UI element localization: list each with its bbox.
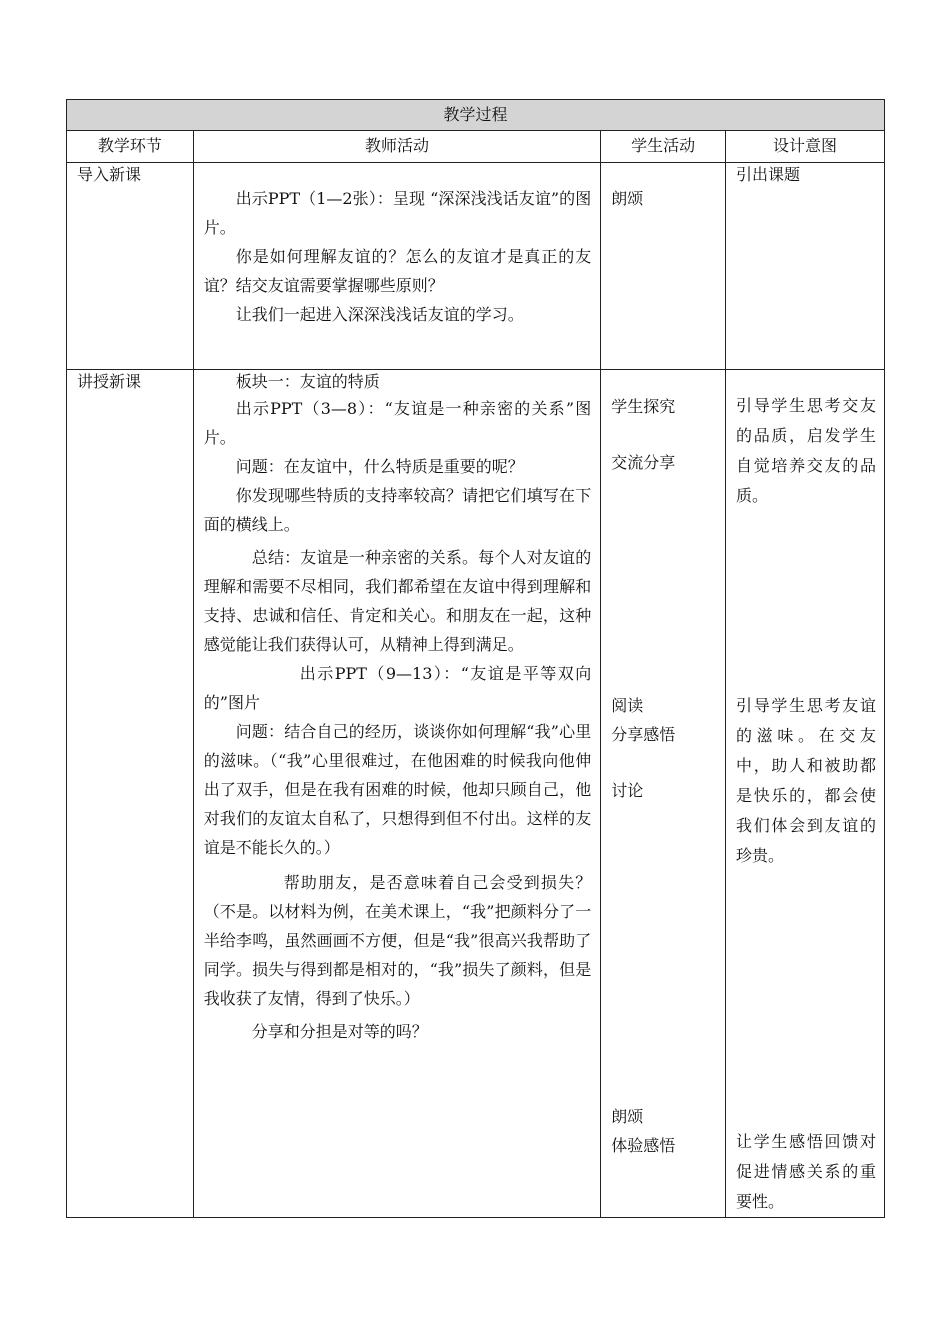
teacher-paragraph: 出示PPT（3—8）：“友谊是一种亲密的关系”图片。 [203,399,592,447]
student-activity: 分享感悟 [611,725,676,744]
teacher-activity-cell [193,370,600,1218]
teacher-paragraph: 出示PPT（1—2张）：呈现 “深深浅浅话友谊”的图片。 [203,189,592,237]
header-student-activity: 学生活动 [601,131,726,163]
stage-cell [67,370,194,1218]
student-activity: 阅读 [611,696,644,715]
design-intent-cell [725,163,884,370]
table-title: 教学过程 [67,100,885,131]
header-teacher-activity: 教师活动 [193,131,600,163]
table-row [67,163,885,370]
teacher-activity-cell [193,163,600,370]
student-activity: 交流分享 [611,453,676,472]
student-activity-cell [601,163,726,370]
table-header-row [67,131,885,163]
student-activity-cell [601,370,726,1218]
header-design-intent: 设计意图 [725,131,884,163]
teacher-paragraph: 让我们一起进入深深浅浅话友谊的学习。 [235,305,524,324]
design-intent: 引出课题 [735,165,800,184]
table-title-row [67,100,885,131]
design-intent: 引导学生思考友谊的滋味。在交友中，助人和被助都是快乐的，都会使我们体会到友谊的珍贵。 [735,696,876,865]
teaching-process-table [66,99,885,1218]
design-intent: 让学生感悟回馈对促进情感关系的重要性。 [735,1132,876,1211]
teacher-paragraph: 板块一：友谊的特质 [235,372,380,391]
design-intent-cell [725,370,884,1218]
teacher-paragraph: 出示PPT（9—13）：“友谊是平等双向的”图片 [203,664,592,712]
teacher-paragraph: 你发现哪些特质的支持率较高？请把它们填写在下面的横线上。 [203,486,592,534]
stage-label: 导入新课 [77,165,142,184]
design-intent: 引导学生思考交友的品质，启发学生自觉培养交友的品质。 [735,396,876,505]
student-activity: 讨论 [611,781,644,800]
student-activity: 朗颂 [611,189,644,208]
teacher-paragraph: 问题：结合自己的经历，谈谈你如何理解“我”心里的滋味。（“我”心里很难过，在他困难的时候我向他伸出了双手，但是在我有困难的时候，他却只顾自己，他对我们的友谊太自私了，只想得到但不付出。这样的友谊是不能长久的。） [203,722,592,857]
table-row [67,370,885,1218]
teacher-paragraph: 你是如何理解友谊的？怎么的友谊才是真正的友谊？结交友谊需要掌握哪些原则？ [203,247,592,295]
teacher-paragraph: 帮助朋友，是否意味着自己会受到损失？（不是。以材料为例，在美术课上，“我”把颜料分了一半给李鸣，虽然画画不方便，但是“我”很高兴我帮助了同学。损失与得到都是相对的，“我”损失了颜料，但是我收获了友情，得到了快乐。） [203,873,592,1008]
stage-label: 讲授新课 [77,372,142,391]
student-activity: 朗颂 [611,1107,644,1126]
stage-cell [67,163,194,370]
teacher-paragraph: 分享和分担是对等的吗？ [251,1022,428,1041]
student-activity: 体验感悟 [611,1136,676,1155]
student-activity: 学生探究 [611,397,676,416]
header-stage: 教学环节 [67,131,194,163]
teacher-paragraph: 问题：在友谊中，什么特质是重要的呢？ [235,457,524,476]
teacher-paragraph: 总结：友谊是一种亲密的关系。每个人对友谊的理解和需要不尽相同，我们都希望在友谊中得到理解和支持、忠诚和信任、肯定和关心。和朋友在一起，这种感觉能让我们获得认可，从精神上得到满足。 [203,548,592,654]
